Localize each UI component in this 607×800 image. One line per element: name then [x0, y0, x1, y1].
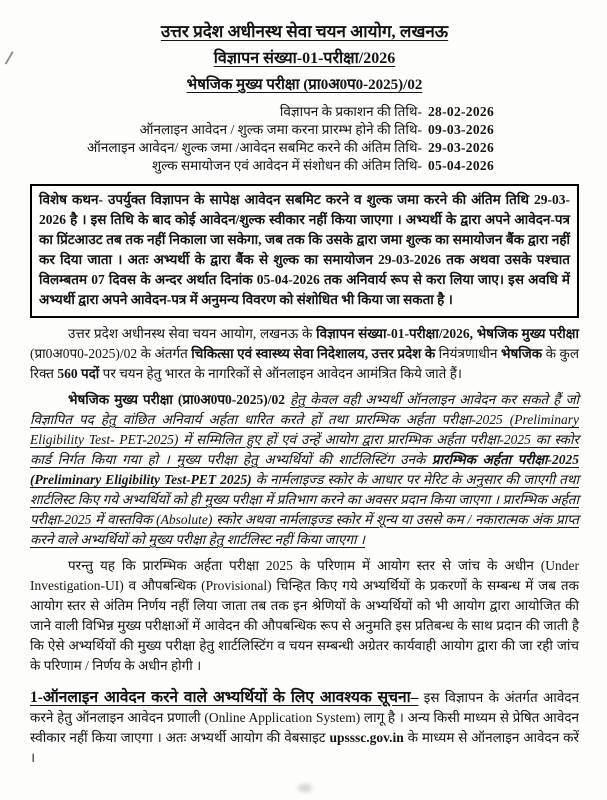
text-run: हेतु केवल वही अभ्यर्थी ऑनलाइन आवेदन कर सकते हैं जो विज्ञापित पद हेतु वांछित अनिवार्य अर्हता धारित करते हों तथा प्रारम्भिक अर्हता परीक्षा-2025 (Preliminary Eligibility Test- PET-2025) में सम्मिलित हुए हों एवं उन्हें आयोग द्वारा प्रारम्भिक अर्हता परीक्षा-2025 का स्कोर कार्ड निर्गत किया गया हो । मुख्य परीक्षा हेतु अभ्यर्थियों की शार्टलिस्टिंग उनके [30, 392, 579, 467]
special-statement-box [30, 184, 579, 318]
text-run: upsssc.gov.in [329, 730, 404, 745]
application-start-date-value: 09-03-2026 [428, 122, 494, 137]
publication-date-value: 28-02-2026 [428, 104, 494, 119]
text-run: विज्ञापन संख्या-01-परीक्षा/2026, भेषजिक मुख्य परीक्षा [316, 326, 579, 341]
text-run: परन्तु यह कि प्रारम्भिक अर्हता परीक्षा 2025 के परिणाम में आयोग स्तर से जांच के अधीन (Under Investigation-UI) व औपबन्धिक (Provisional) चिन्हित किए गये अभ्यर्थियों के प्रकरणों के सम्बन्ध में जब तक आयोग स्तर से अंतिम निर्णय नहीं लिया जाता तब तक इन श्रेणियों के अभ्यर्थियों को भी आयोग द्वारा आयोजित की जाने वाली विभिन्न मुख्य परीक्षाओं में आवेदन की औपबन्धिक रूप से अनुमति इस प्रतिबन्ध के साथ प्रदान की जाती है कि ऐसे अभ्यर्थियों की मुख्य परीक्षा हेतु शार्टलिस्टिंग व चयन सम्बन्धी अग्रेतर कार्यवाही आयोग द्वारा की जा रही जांच के परिणाम / निर्णय के अधीन होगी । [30, 558, 579, 673]
intro-paragraph [30, 324, 579, 384]
proviso-paragraph [30, 556, 579, 676]
important-dates [30, 103, 579, 175]
application-last-date-row [30, 139, 494, 157]
application-start-date-row [30, 121, 494, 139]
publication-date-label: विज्ञापन के प्रकाशन की तिथि- [279, 104, 422, 119]
scan-smudge-artifact [298, 784, 312, 792]
text-run: के कुल रिक्त [30, 346, 579, 381]
text-run: उत्तर प्रदेश अधीनस्थ सेवा चयन आयोग, लखनऊ के [68, 326, 317, 341]
advertisement-number: विज्ञापन संख्या-01-परीक्षा/2026 [213, 50, 396, 67]
text-run: भेषजिक मुख्य परीक्षा (प्रा0अ0प0-2025)/02 [68, 392, 291, 407]
exam-title: भेषजिक मुख्य परीक्षा (प्रा0अ0प0-2025)/02 [186, 77, 423, 93]
text-run: विशेष कथन- उपर्युक्त विज्ञापन के सापेक्ष आवेदन सबमिट करने व शुल्क जमा करने की अंतिम तिथि 29-03-2026 है । इस तिथि के बाद कोई आवेदन/शुल्क स्वीकार नहीं किया जाएगा । अभ्यर्थी के द्वारा अपने आवेदन-पत्र का प्रिंटआउट तब तक नहीं निकाला जा सकेगा, जब तक कि उसके द्वारा जमा शुल्क का समायोजन बैंक द्वारा नहीं कर दिया जाता । अतः अभ्यर्थी के द्वारा बैंक से शुल्क का समायोजन 29-03-2026 तक अथवा उसके पश्चात विलम्बतम 07 दिवस के अन्दर अर्थात दिनांक 05-04-2026 तक अनिवार्य रूप से करा लिया जाए। इस अवधि में अभ्यर्थी द्वारा अपने आवेदन-पत्र में अनुमन्य विवरण को संशोधित भी किया जा सकता है । [39, 192, 570, 307]
fee-adjustment-date-row [30, 157, 494, 175]
fee-adjustment-date-label: शुल्क समायोजन एवं आवेदन में संशोधन की अंतिम तिथि- [151, 158, 422, 173]
text-run: 1-ऑनलाइन आवेदन करने वाले अभ्यर्थियों के लिए आवश्यक सूचना– [30, 689, 419, 706]
text-run: (प्रा0अ0प0-2025)/02 के अंतर्गत [30, 346, 192, 361]
section-1-online-application-info [30, 688, 579, 768]
text-run: भेषजिक [500, 346, 546, 361]
eligibility-paragraph [30, 390, 579, 550]
text-run: के नार्मलाइज्ड स्कोर के आधार पर मेरिट के अनुसार की जाएगी तथा शार्टलिस्ट किए गये अभ्यर्थियों को ही मुख्य परीक्षा में प्रतिभाग करने का अवसर प्रदान किया जाएगा । प्रारम्भिक अर्हता परीक्षा-2025 में वास्तविक (Absolute) स्कोर अथवा नार्मलाइज्ड स्कोर में शून्य या उससे कम / नकारात्मक अंक प्राप्त करने वाले अभ्यर्थियों को मुख्य परीक्षा हेतु शार्टलिस्ट नहीं किया जाएगा । [30, 472, 579, 547]
org-title: उत्तर प्रदेश अधीनस्थ सेवा चयन आयोग, लखनऊ [160, 22, 449, 41]
text-run: इस विज्ञापन के अंतर्गत आवेदन करने हेतु ऑनलाइन आवेदन प्रणाली (Online Application System) लागू है । अन्य किसी माध्यम से प्रेषित आवेदन स्वीकार नहीं किया जाएगा । अतः अभ्यर्थी आयोग की वेबसाइट [30, 690, 579, 745]
application-last-date-label: ऑनलाइन आवेदन/ शुल्क जमा /आवेदन सबमिट करने की अंतिम तिथि- [87, 140, 422, 155]
publication-date-row [30, 103, 494, 121]
application-start-date-label: ऑनलाइन आवेदन / शुल्क जमा करना प्रारम्भ होने की तिथि- [139, 122, 422, 137]
text-run: प्रारम्भिक अर्हता परीक्षा-2025 (Preliminary Eligibility Test-PET 2025) [30, 452, 579, 487]
application-last-date-value: 29-03-2026 [428, 140, 494, 155]
text-run: नियंत्रणाधीन [438, 346, 501, 361]
text-run: 560 पदों [57, 366, 100, 381]
text-run: पर चयन हेतु भारत के नागरिकों से ऑनलाइन आवेदन आमंत्रित किये जाते हैं। [99, 366, 463, 381]
fee-adjustment-date-value: 05-04-2026 [428, 158, 494, 173]
text-run: के माध्यम से ऑनलाइन आवेदन करें । [30, 730, 579, 765]
pen-mark-artifact [5, 51, 21, 66]
text-run: चिकित्सा एवं स्वास्थ्य सेवा निदेशालय, उत्तर प्रदेश के [191, 346, 439, 361]
